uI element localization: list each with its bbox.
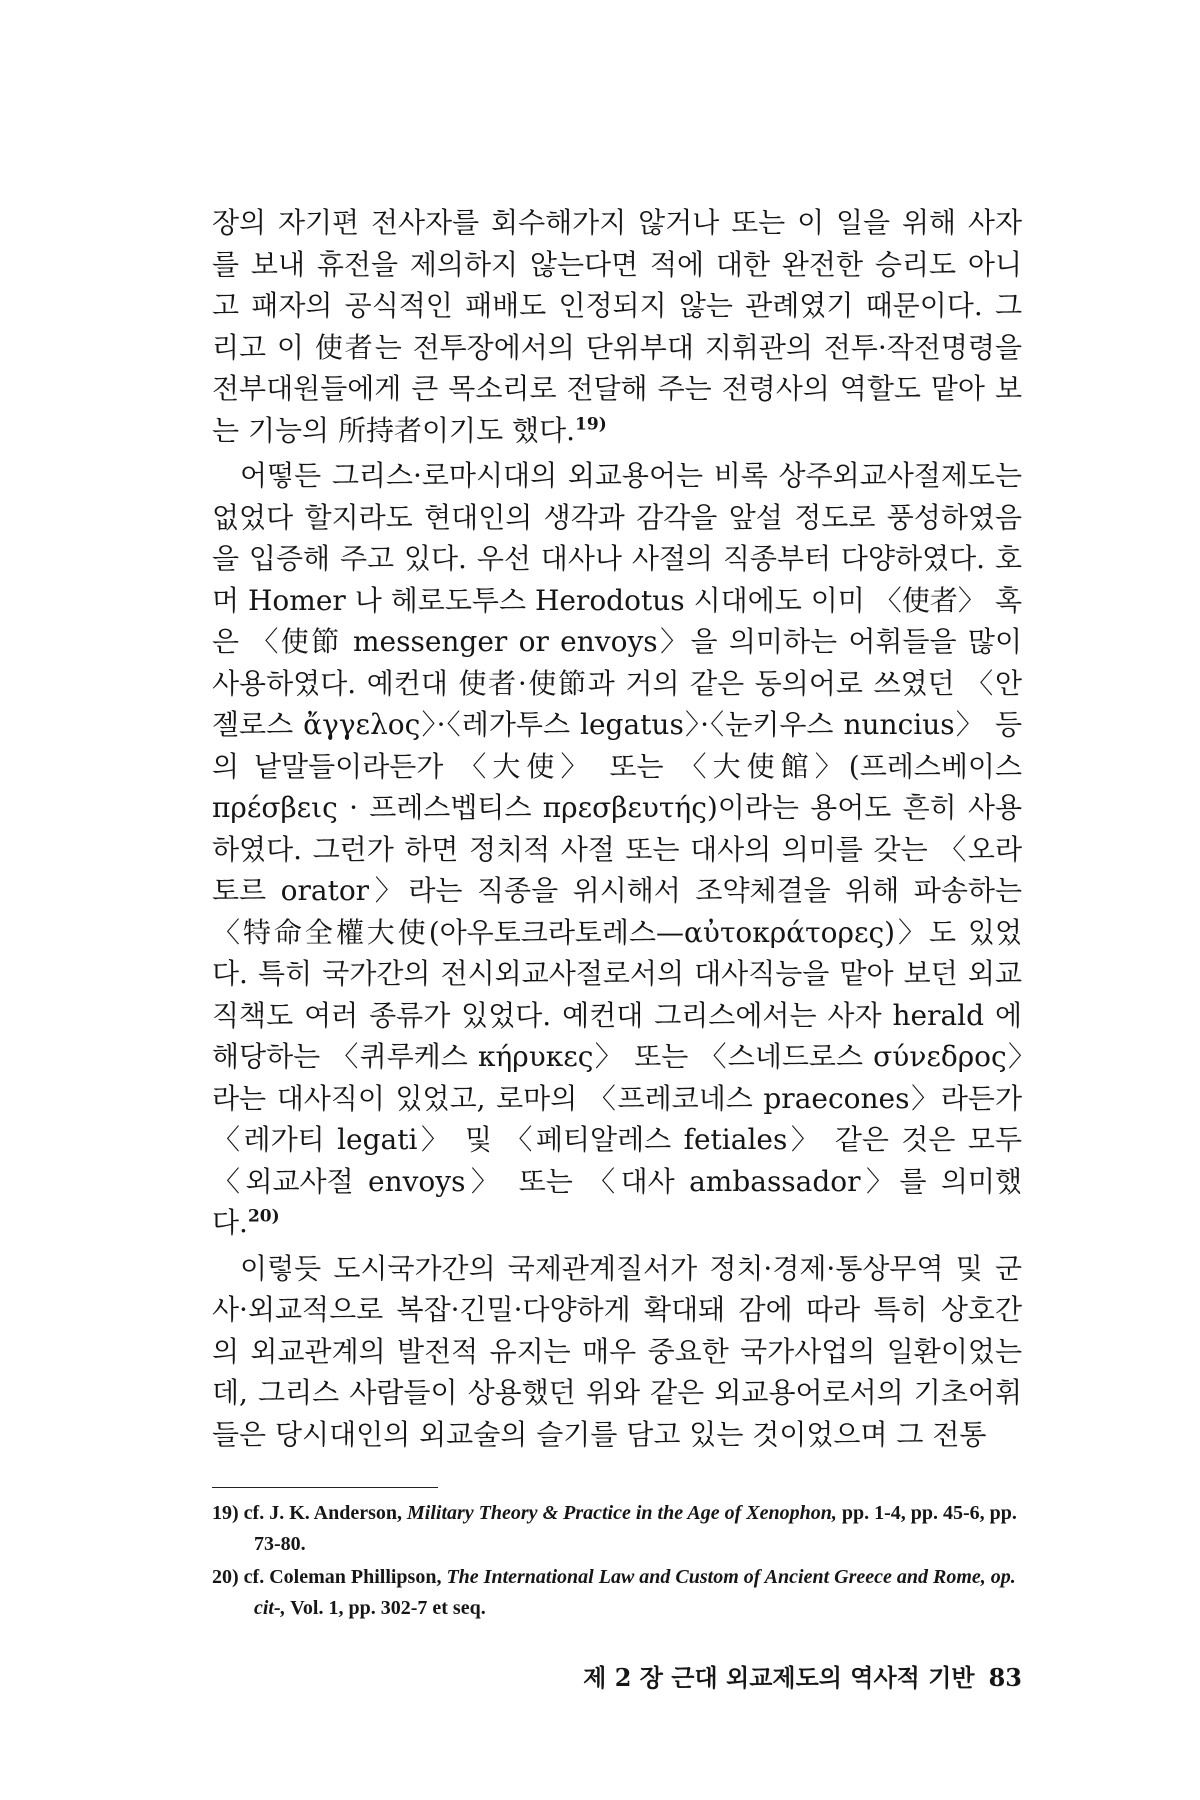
paragraph-3: 이렇듯 도시국가간의 국제관계질서가 정치·경제·통상무역 및 군사·외교적으로 복잡·긴밀·다양하게 확대돼 감에 따라 특히 상호간의 외교관계의 발전적 유지는 매우 중요한 국가사업의 일환이었는데, 그리스 사람들이 상용했던 위와 같은 외교용어로서의 기초어휘들은 당시대인의 외교술의 슬기를 담고 있는 것이었으며 그 전통 [212, 1251, 1022, 1451]
footnote-pages: pp. 1-4, pp. 45-6, pp. 73-80. [254, 1502, 1017, 1555]
footnote-20 [212, 1562, 1032, 1624]
footnote-work-title: The International Law and Custom of Ancient Greece and Rome, op. cit-, [254, 1566, 1016, 1619]
footnote-pages: Vol. 1, pp. 302-7 et seq. [290, 1597, 486, 1619]
footnote-number: 19) [212, 1502, 239, 1524]
page-number: 83 [988, 1663, 1022, 1692]
footnote-19 [212, 1498, 1032, 1560]
paragraph-2-text: 어떻든 그리스·로마시대의 외교용어는 비록 상주외교사절제도는 없었다 할지라도 현대인의 생각과 감각을 앞설 정도로 풍성하였음을 입증해 주고 있다. 우선 대사나 사절의 직종부터 다양하였다. 호머 Homer 나 헤로도투스 Herodotus 시대에도 이미 〈使者〉 혹은 〈使節 messenger or envoys〉을 의미하는 어휘들을 많이 사용하였다. 예컨대 使者·使節과 거의 같은 동의어로 쓰였던 〈안젤로스 ἄγγελος〉·〈레가투스 legatus〉·〈눈키우스 nuncius〉 등의 낱말들이라든가 〈大使〉 또는 〈大使館〉(프레스베이스 πρέσβεις · 프레스벱티스 πρεσβευτής)이라는 용어도 흔히 사용하였다. 그런가 하면 정치적 사절 또는 대사의 의미를 갖는 〈오라토르 orator〉라는 직종을 위시해서 조약체결을 위해 파송하는 〈特命全權大使(아우토크라토레스—αὐτοκράτορες)〉도 있었다. 특히 국가간의 전시외교사절로서의 대사직능을 맡아 보던 외교직책도 여러 종류가 있었다. 예컨대 그리스에서는 사자 herald 에 해당하는 〈퀴루케스 κήρυκες〉 또는 〈스네드로스 σύνεδρος〉라는 대사직이 있었고, 로마의 〈프레코네스 praecones〉라든가 〈레가티 legati〉 및 〈페티알레스 fetiales〉 같은 것은 모두 〈외교사절 envoys〉 또는 〈대사 ambassador〉를 의미했다. [212, 459, 1022, 1239]
footnote-number: 20) [212, 1566, 239, 1588]
running-chapter-title: 제 2 장 근대 외교제도의 역사적 기반 [583, 1663, 975, 1692]
paragraph-1-text: 장의 자기편 전사자를 회수해가지 않거나 또는 이 일을 위해 사자를 보내 휴전을 제의하지 않는다면 적에 대한 완전한 승리도 아니고 패자의 공식적인 패배도 인정되지 않는 관례였기 때문이다. 그리고 이 使者는 전투장에서의 단위부대 지휘관의 전투·작전명령을 전부대원들에게 큰 목소리로 전달해 주는 전령사의 역할도 맡아 보는 기능의 所持者이기도 했다. [212, 206, 1022, 447]
paragraph-1 [212, 202, 1022, 451]
page-footer [560, 1658, 1022, 1693]
footnote-author: cf. Coleman Phillipson, [243, 1566, 442, 1588]
footnotes [212, 1498, 1032, 1626]
footnote-divider [212, 1487, 438, 1488]
footnote-work-title: Military Theory & Practice in the Age of Xenophon, [407, 1502, 837, 1524]
footnote-ref-20: 20) [247, 1206, 280, 1227]
footnote-author: cf. J. K. Anderson, [243, 1502, 403, 1524]
body-text [212, 202, 1022, 1455]
footnote-ref-19: 19) [575, 414, 607, 435]
paragraph-2 [212, 455, 1022, 1244]
